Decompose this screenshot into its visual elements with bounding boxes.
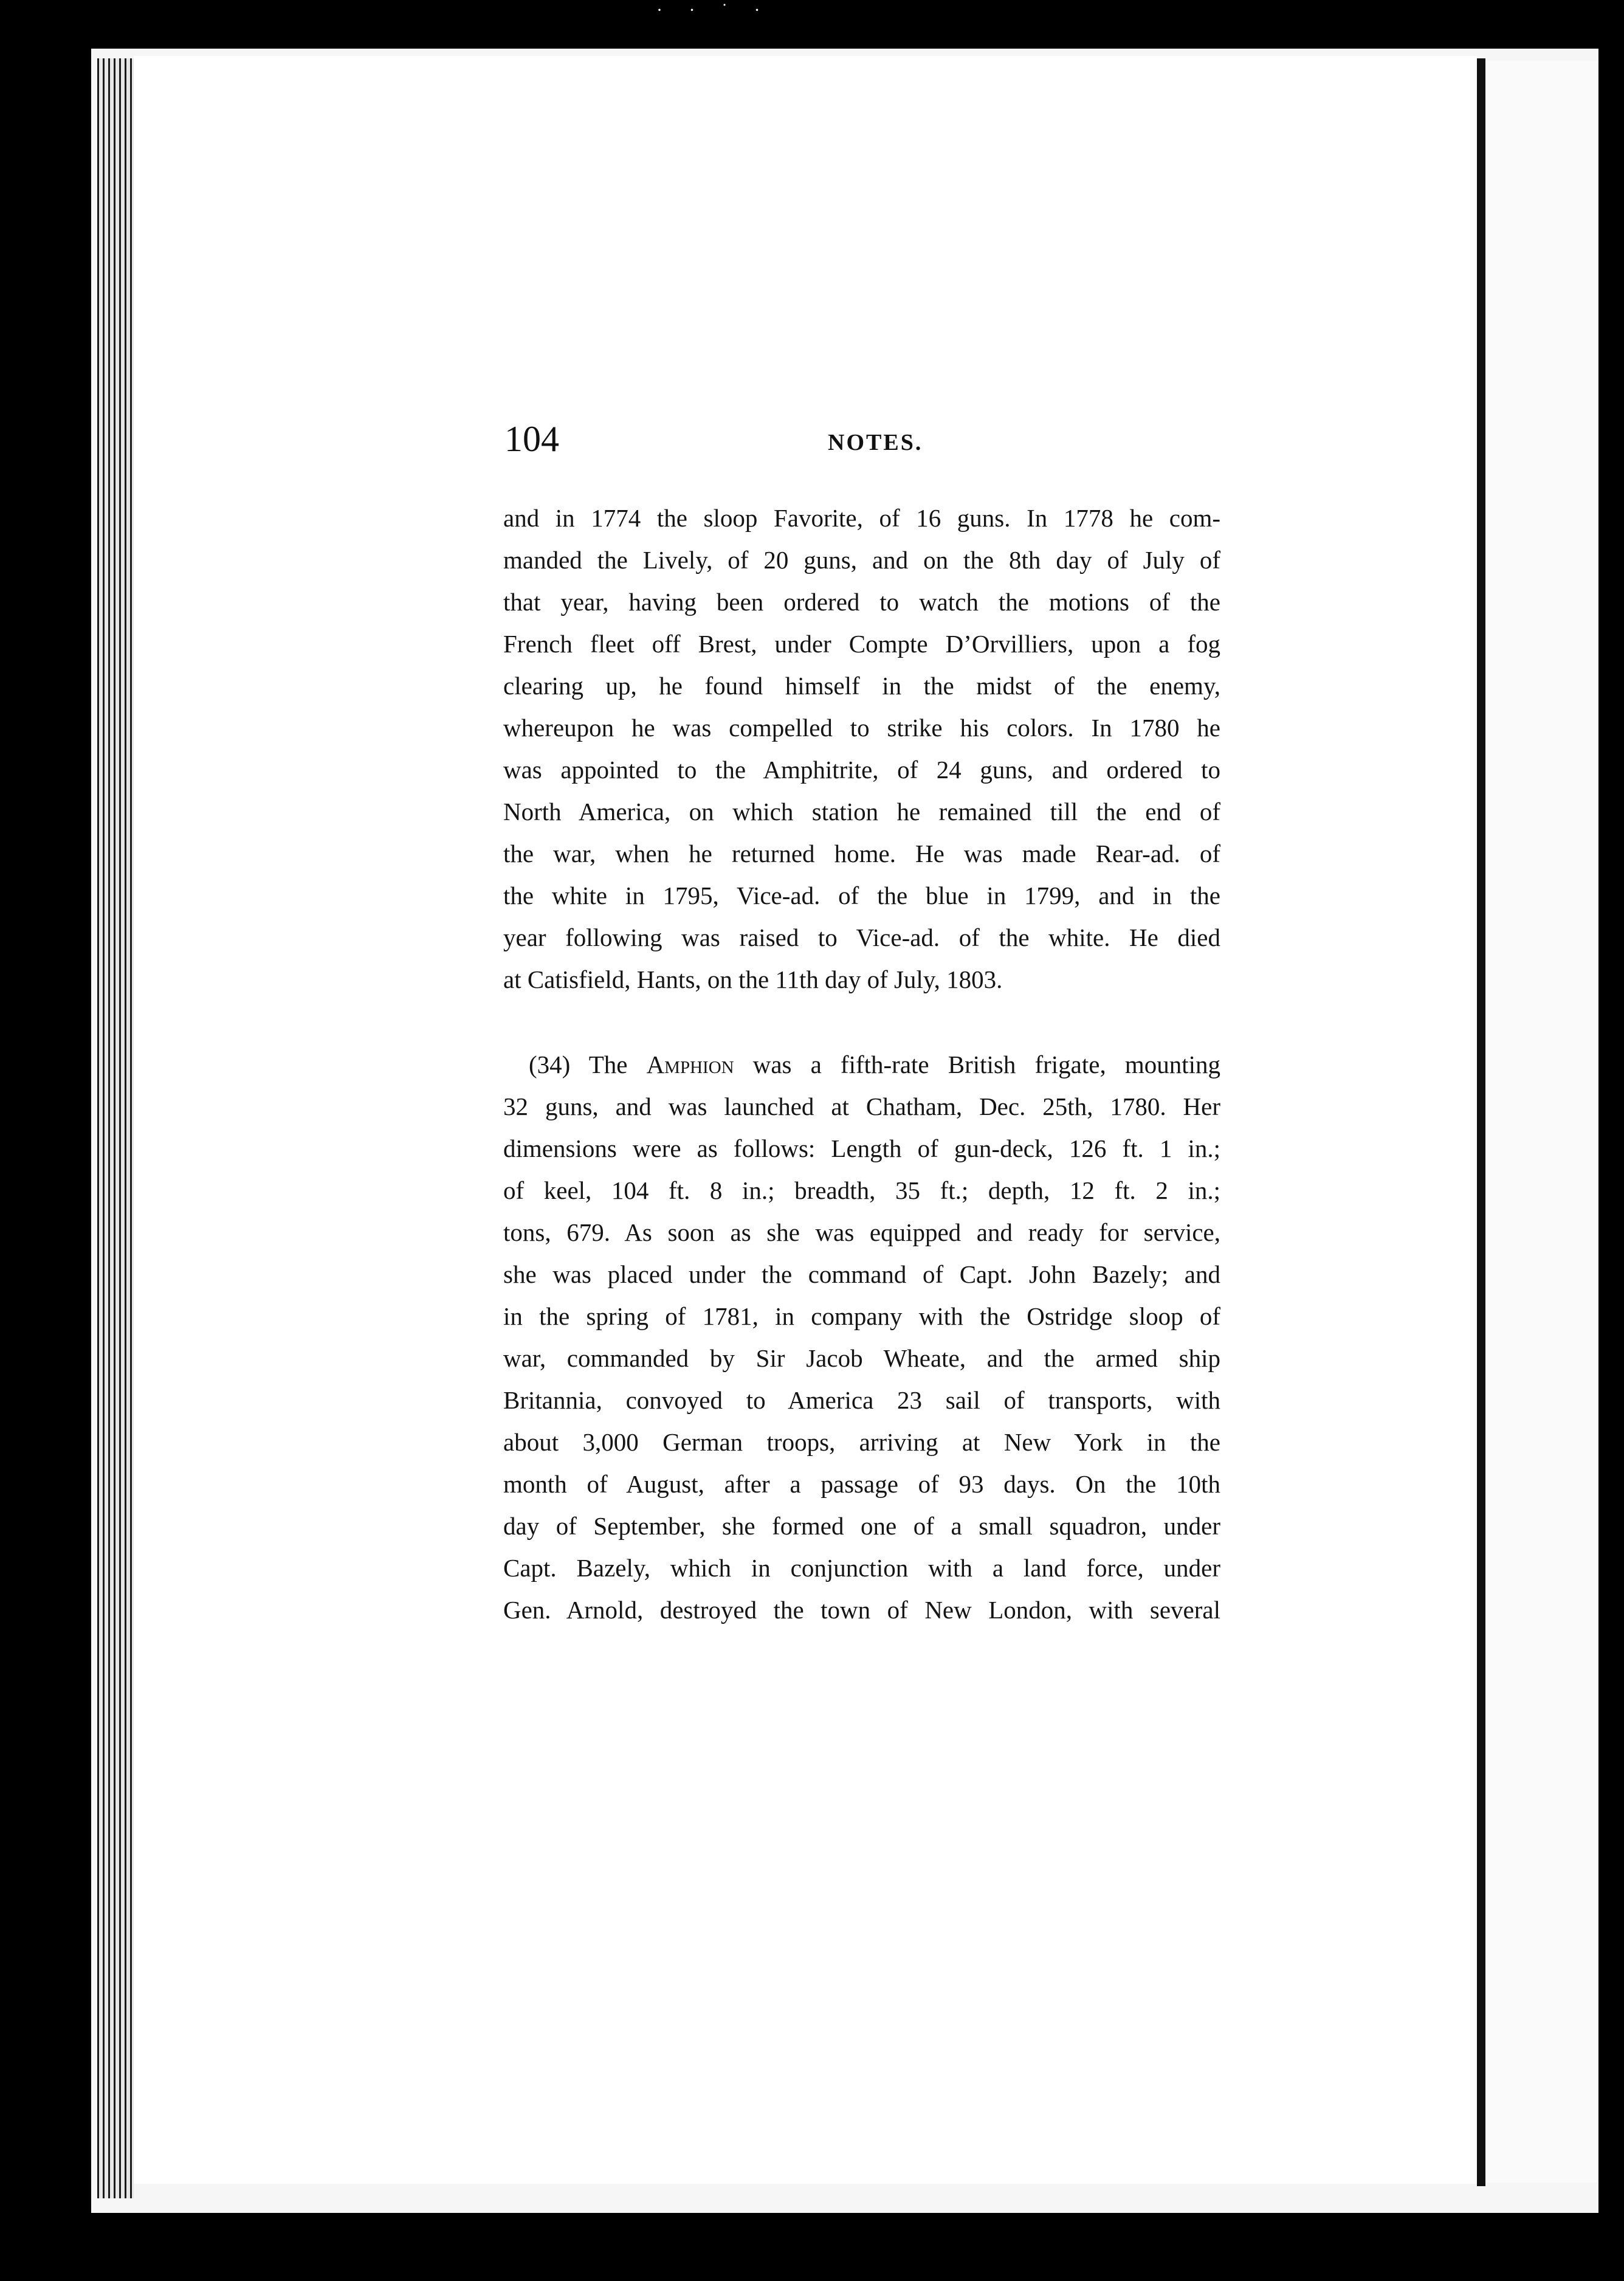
text-line: 32 guns, and was launched at Chatham, Dec. 25th, 1780. Her	[503, 1092, 1220, 1120]
text-line: year following was raised to Vice-ad. of the white. He died	[503, 923, 1220, 951]
text-line: day of September, she formed one of a small squadron, under	[503, 1512, 1220, 1540]
text-line: that year, having been ordered to watch the motions of the	[503, 588, 1220, 616]
running-title: NOTES.	[828, 430, 923, 455]
page-header	[504, 418, 1222, 461]
text-line: whereupon he was compelled to strike his colors. In 1780 he	[503, 714, 1220, 742]
page-gutter-shadow	[1477, 58, 1485, 2186]
text-line: tons, 679. As soon as she was equipped and ready for service,	[503, 1218, 1220, 1246]
text-line: and in 1774 the sloop Favorite, of 16 guns. In 1778 he com-	[503, 504, 1220, 532]
paragraph-1	[503, 497, 1220, 1001]
text-line: dimensions were as follows: Length of gun-deck, 126 ft. 1 in.;	[503, 1134, 1220, 1162]
text-line: the war, when he returned home. He was made Rear-ad. of	[503, 840, 1220, 868]
text-line: North America, on which station he remained till the end of	[503, 798, 1220, 826]
text-line: the white in 1795, Vice-ad. of the blue in 1799, and in the	[503, 882, 1220, 909]
text-line: of keel, 104 ft. 8 in.; breadth, 35 ft.; depth, 12 ft. 2 in.;	[503, 1176, 1220, 1204]
text-line: Britannia, convoyed to America 23 sail of transports, with	[503, 1386, 1220, 1414]
text-line: Gen. Arnold, destroyed the town of New London, with several	[503, 1596, 1220, 1624]
text-line: was appointed to the Amphitrite, of 24 guns, and ordered to	[503, 756, 1220, 784]
scan-specks: · · ˙ ·	[656, 0, 771, 20]
text-line: month of August, after a passage of 93 days. On the 10th	[503, 1470, 1220, 1498]
text-line: she was placed under the command of Capt. John Bazely; and	[503, 1260, 1220, 1288]
paragraph-2	[503, 1044, 1220, 1631]
page-stack-left	[97, 58, 134, 2198]
scan-dark-strip	[1600, 0, 1624, 2281]
text-line: Capt. Bazely, which in conjunction with a land force, under	[503, 1554, 1220, 1582]
facing-page-edge	[1485, 61, 1598, 2183]
text-line-first	[503, 1044, 1220, 1086]
note-marker: (34)	[529, 1051, 571, 1078]
page-number: 104	[504, 419, 559, 459]
text-line: war, commanded by Sir Jacob Wheate, and the armed ship	[503, 1344, 1220, 1372]
text-line: clearing up, he found himself in the midst of the enemy,	[503, 672, 1220, 700]
ship-name: Amphion	[646, 1051, 734, 1078]
text-line: French fleet off Brest, under Compte D’Orvilliers, upon a fog	[503, 630, 1220, 658]
text-line: in the spring of 1781, in company with the Ostridge sloop of	[503, 1302, 1220, 1330]
text-line: manded the Lively, of 20 guns, and on the 8th day of July of	[503, 546, 1220, 574]
text-line: at Catisfield, Hants, on the 11th day of July, 1803.	[503, 965, 1003, 993]
text-line: about 3,000 German troops, arriving at New York in the	[503, 1428, 1220, 1456]
intro-word: The	[588, 1051, 628, 1078]
first-line-rest: was a fifth-rate British frigate, mounting	[752, 1051, 1221, 1078]
